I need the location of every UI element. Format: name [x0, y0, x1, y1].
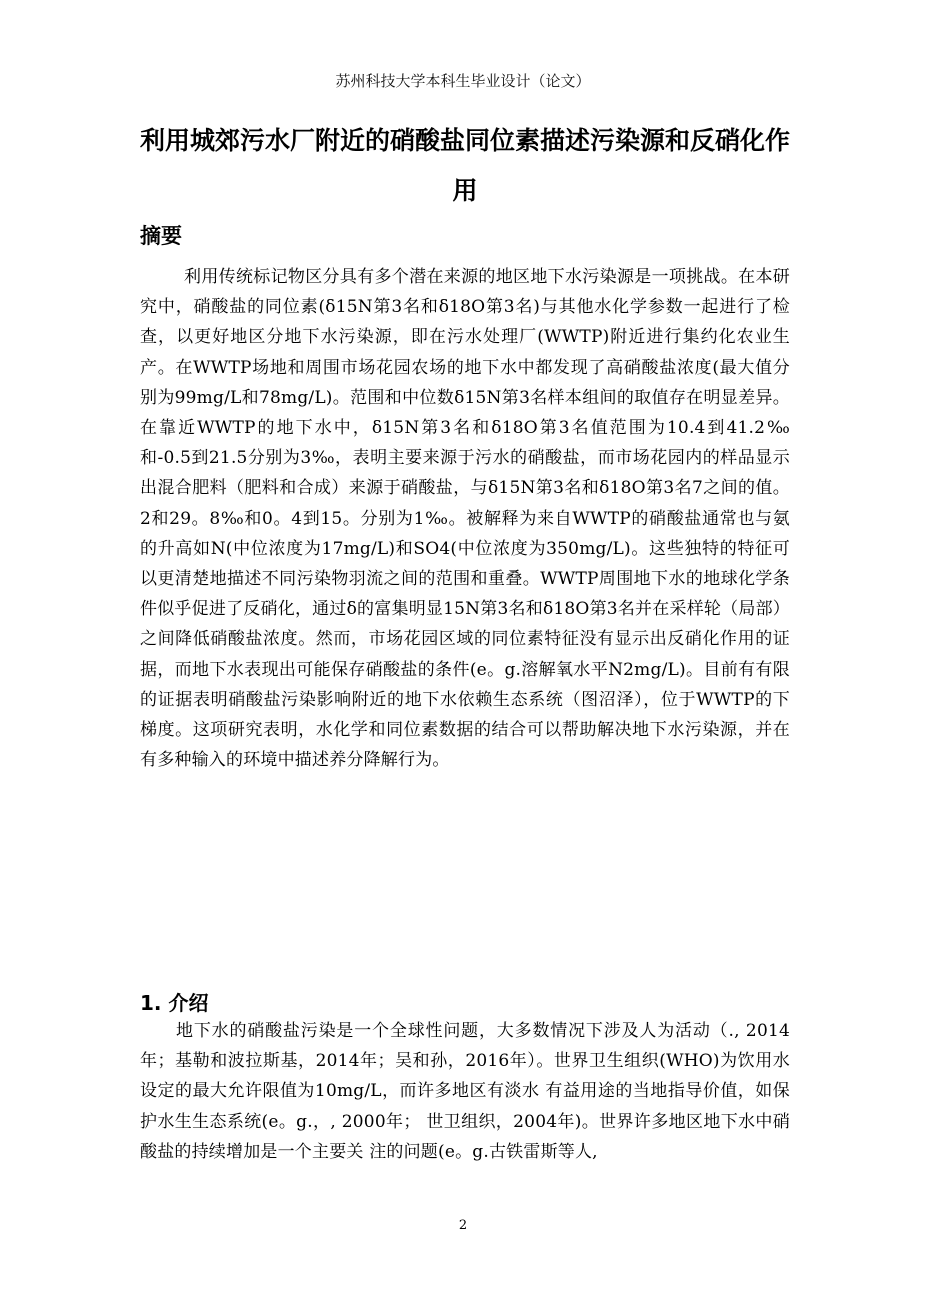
introduction-paragraph: 地下水的硝酸盐污染是一个全球性问题，大多数情况下涉及人为活动（., 2014年；基勒和波拉斯基，2014年；吴和孙，2016年）。世界卫生组织(WHO)为饮用水设定的最大允许限值为10mg/L，而许多地区有淡水 有益用途的当地指导价值，如保护水生生态系统(e。g.，, 2000年； 世卫组织，2004年)。世界许多地区地下水中硝酸盐的持续增加是一个主要关 注的问题(e。g.古铁雷斯等人,	[140, 1021, 790, 1162]
paper-title: 利用城郊污水厂附近的硝酸盐同位素描述污染源和反硝化作用	[140, 126, 791, 205]
abstract-paragraph: 利用传统标记物区分具有多个潜在来源的地区地下水污染源是一项挑战。在本研究中，硝酸盐的同位素(δ15N第3名和δ18O第3名)与其他水化学参数一起进行了检查，以更好地区分地下水污染源，即在污水处理厂(WWTP)附近进行集约化农业生产。在WWTP场地和周围市场花园农场的地下水中都发现了高硝酸盐浓度(最大值分别为99mg/L和78mg/L)。范围和中位数δ15N第3名样本组间的取值存在明显差异。在靠近WWTP的地下水中，δ15N第3名和δ18O第3名值范围为10.4到41.2‰和-0.5到21.5分别为3‰，表明主要来源于污水的硝酸盐，而市场花园内的样品显示出混合肥料（肥料和合成）来源于硝酸盐，与δ15N第3名和δ18O第3名7之间的值。2和29。8‰和0。4到15。分别为1‰。被解释为来自WWTP的硝酸盐通常也与氨的升高如N(中位浓度为17mg/L)和SO4(中位浓度为350mg/L)。这些独特的特征可以更清楚地描述不同污染物羽流之间的范围和重叠。WWTP周围地下水的地球化学条件似乎促进了反硝化，通过δ的富集明显15N第3名和δ18O第3名并在采样轮（局部）之间降低硝酸盐浓度。然而，市场花园区域的同位素特征没有显示出反硝化作用的证据，而地下水表现出可能保存硝酸盐的条件(e。g.溶解氧水平N2mg/L)。目前有有限的证据表明硝酸盐污染影响附近的地下水依赖生态系统（图沼泽），位于WWTP的下梯度。这项研究表明，水化学和同位素数据的结合可以帮助解决地下水污染源，并在有多种输入的环境中描述养分降解行为。	[140, 267, 790, 771]
page-number: 2	[458, 1218, 468, 1233]
running-header: 苏州科技大学本科生毕业设计（论文）	[335, 72, 591, 90]
abstract-heading: 摘要	[140, 224, 182, 248]
introduction-heading: 1. 介绍	[140, 991, 209, 1015]
